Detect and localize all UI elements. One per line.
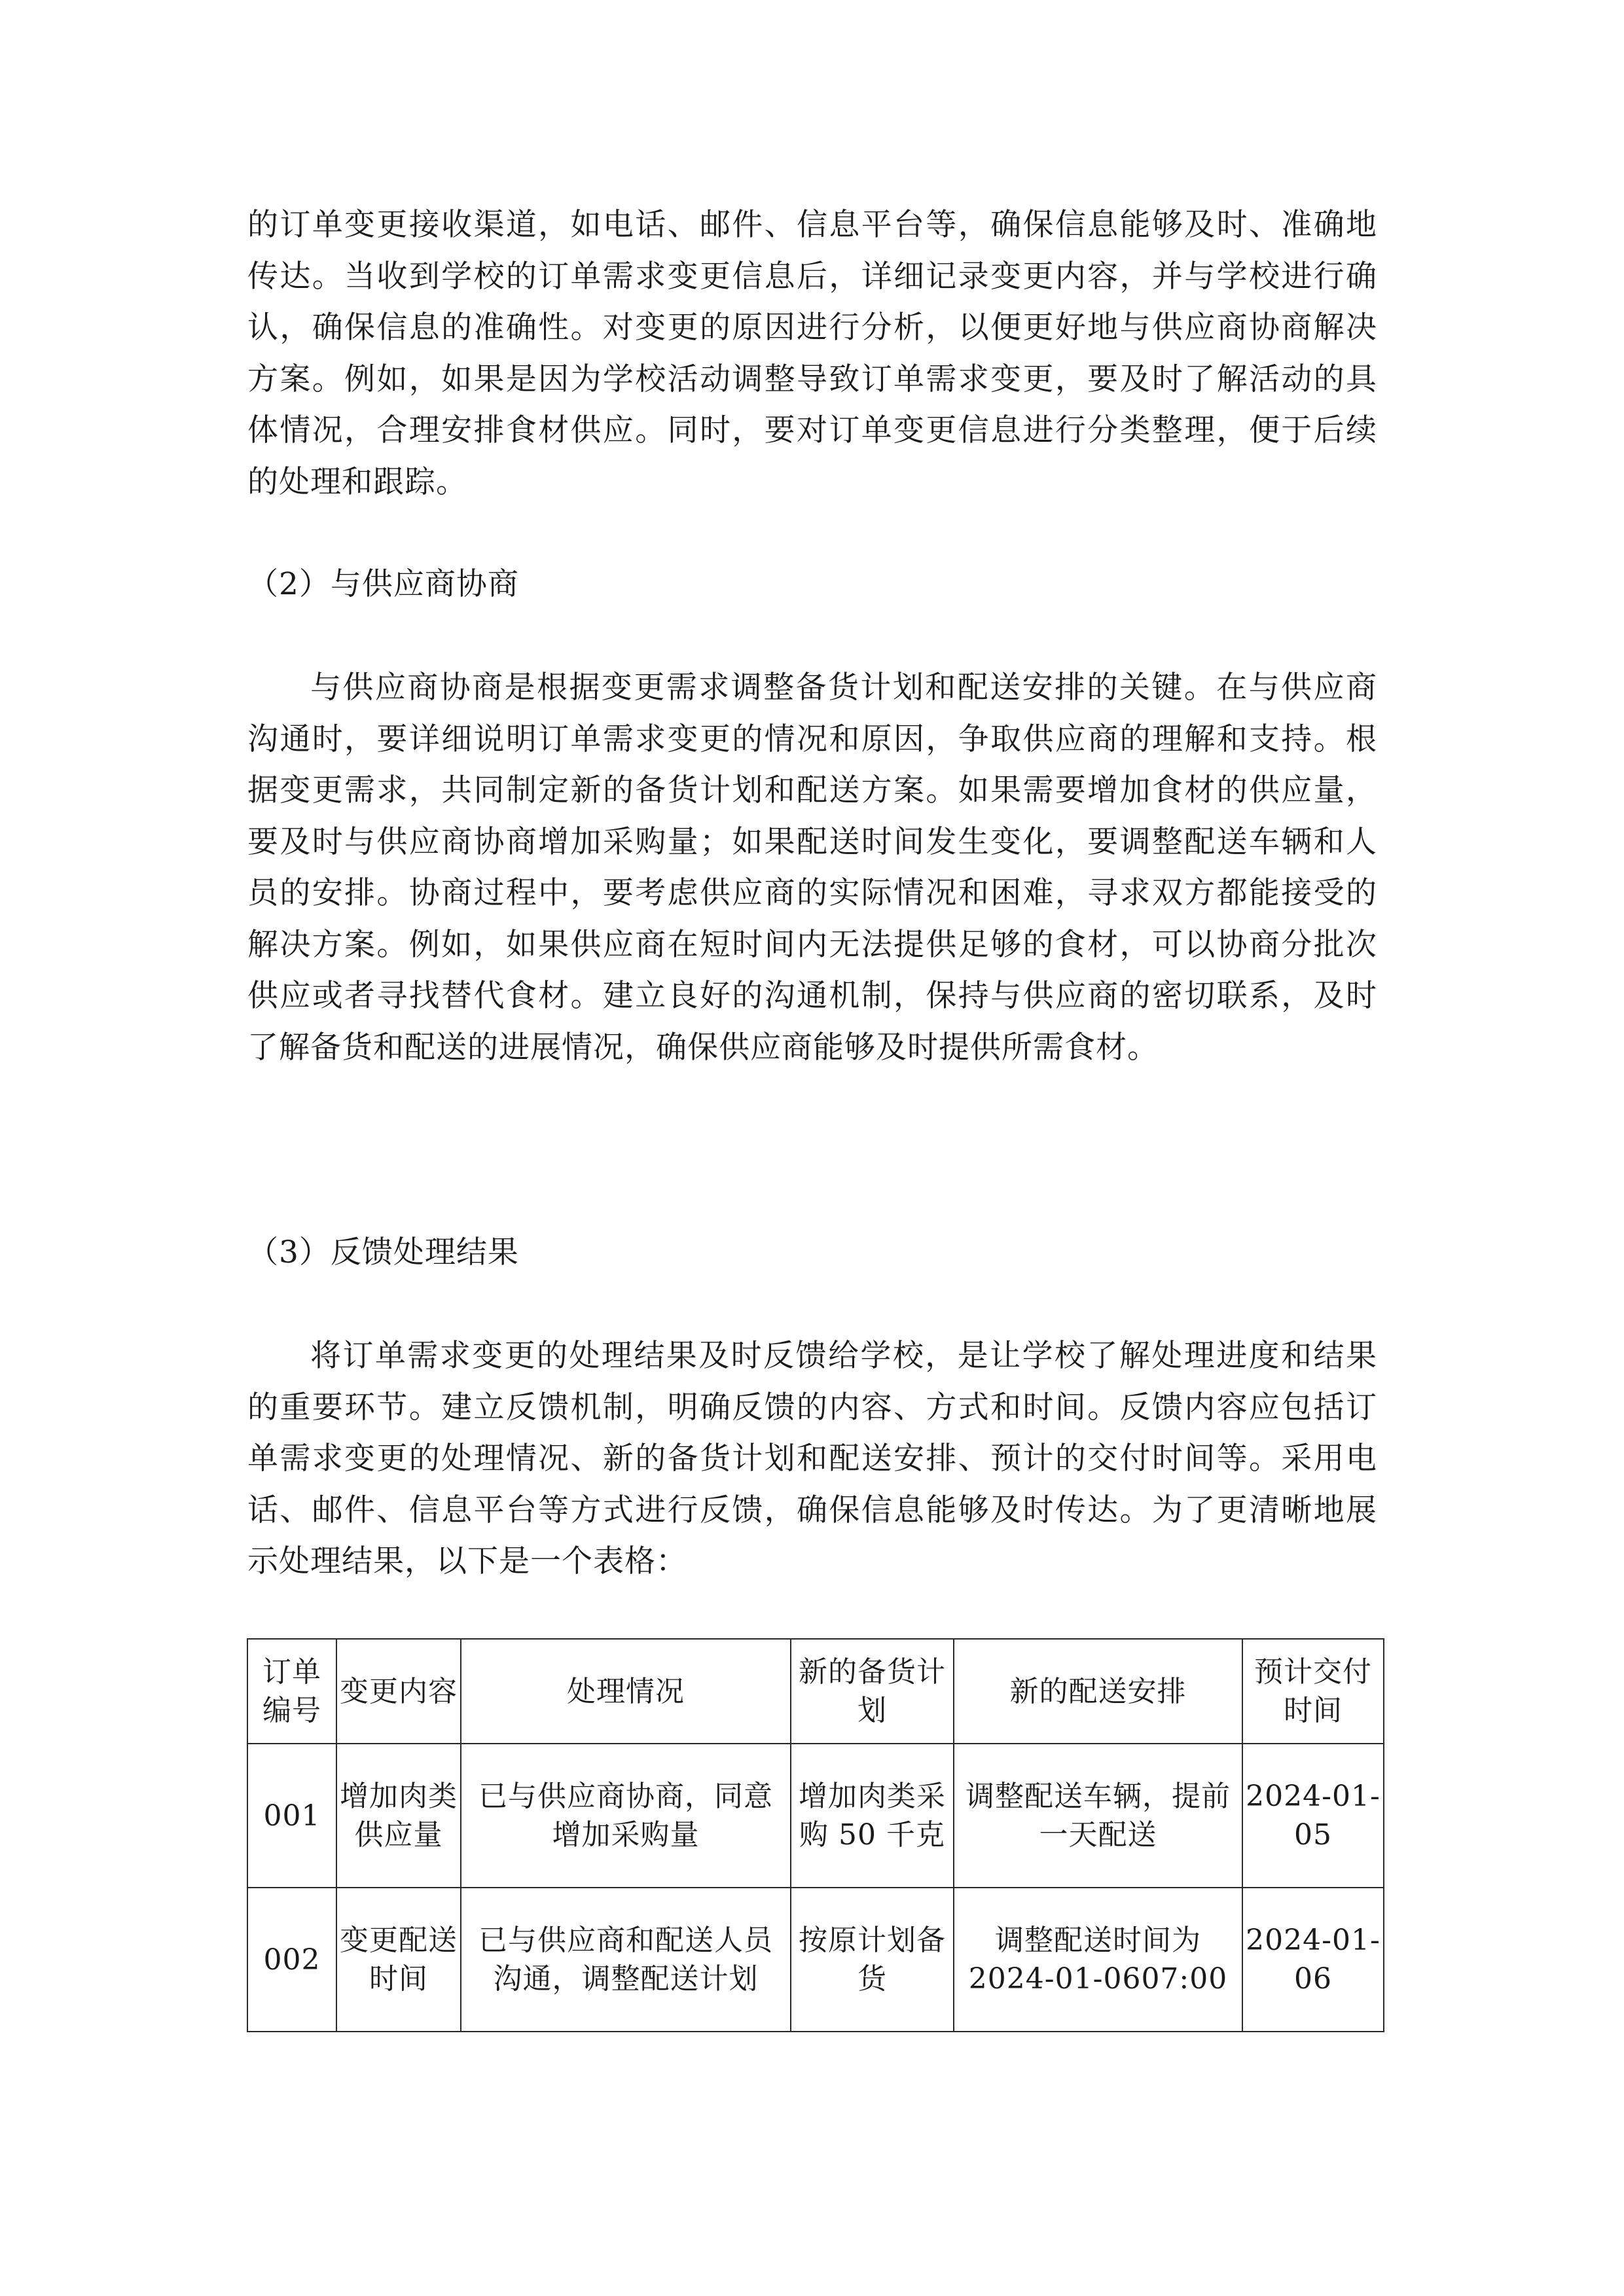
cell-new-stock-plan: 按原计划备货 (791, 1888, 954, 2032)
header-new-stock-plan: 新的备货计划 (791, 1639, 954, 1744)
cell-change-content: 变更配送时间 (336, 1888, 461, 2032)
processing-results-table (247, 1638, 1384, 2032)
paragraph-negotiate-supplier: 与供应商协商是根据变更需求调整备货计划和配送安排的关键。在与供应商沟通时，要详细说明订单需求变更的情况和原因，争取供应商的理解和支持。根据变更需求，共同制定新的备货计划和配送方案。如果需要增加食材的供应量，要及时与供应商协商增加采购量；如果配送时间发生变化，要调整配送车辆和人员的安排。协商过程中，要考虑供应商的实际情况和困难，寻求双方都能接受的解决方案。例如，如果供应商在短时间内无法提供足够的食材，可以协商分批次供应或者寻找替代食材。建立良好的沟通机制，保持与供应商的密切联系，及时了解备货和配送的进展情况，确保供应商能够及时提供所需食材。 (247, 670, 1377, 1066)
cell-order-number: 002 (247, 1888, 336, 2032)
cell-processing-status: 已与供应商和配送人员沟通，调整配送计划 (461, 1888, 791, 2032)
cell-new-stock-plan: 增加肉类采购 50 千克 (791, 1744, 954, 1888)
header-new-delivery-arrangement: 新的配送安排 (954, 1639, 1242, 1744)
section-heading-negotiate-supplier: （2）与供应商协商 (247, 566, 519, 602)
header-change-content: 变更内容 (336, 1639, 461, 1744)
table-row (247, 1888, 1384, 2032)
section-heading-feedback-results: （3）反馈处理结果 (247, 1234, 519, 1270)
header-expected-delivery-time: 预计交付时间 (1242, 1639, 1384, 1744)
cell-new-delivery-arrangement: 调整配送车辆，提前一天配送 (954, 1744, 1242, 1888)
cell-change-content: 增加肉类供应量 (336, 1744, 461, 1888)
cell-new-delivery-arrangement: 调整配送时间为 2024-01-0607:00 (954, 1888, 1242, 2032)
header-processing-status: 处理情况 (461, 1639, 791, 1744)
paragraph-feedback-results: 将订单需求变更的处理结果及时反馈给学校，是让学校了解处理进度和结果的重要环节。建立反馈机制，明确反馈的内容、方式和时间。反馈内容应包括订单需求变更的处理情况、新的备货计划和配送安排、预计的交付时间等。采用电话、邮件、信息平台等方式进行反馈，确保信息能够及时传达。为了更清晰地展示处理结果，以下是一个表格： (247, 1338, 1377, 1579)
cell-expected-delivery-time: 2024-01-05 (1242, 1744, 1384, 1888)
table-row (247, 1744, 1384, 1888)
header-order-number: 订单编号 (247, 1639, 336, 1744)
cell-order-number: 001 (247, 1744, 336, 1888)
paragraph-order-change-channels: 的订单变更接收渠道，如电话、邮件、信息平台等，确保信息能够及时、准确地传达。当收到学校的订单需求变更信息后，详细记录变更内容，并与学校进行确认，确保信息的准确性。对变更的原因进行分析，以便更好地与供应商协商解决方案。例如，如果是因为学校活动调整导致订单需求变更，要及时了解活动的具体情况，合理安排食材供应。同时，要对订单变更信息进行分类整理，便于后续的处理和跟踪。 (247, 207, 1377, 500)
cell-processing-status: 已与供应商协商，同意增加采购量 (461, 1744, 791, 1888)
cell-expected-delivery-time: 2024-01-06 (1242, 1888, 1384, 2032)
table-header-row (247, 1639, 1384, 1744)
